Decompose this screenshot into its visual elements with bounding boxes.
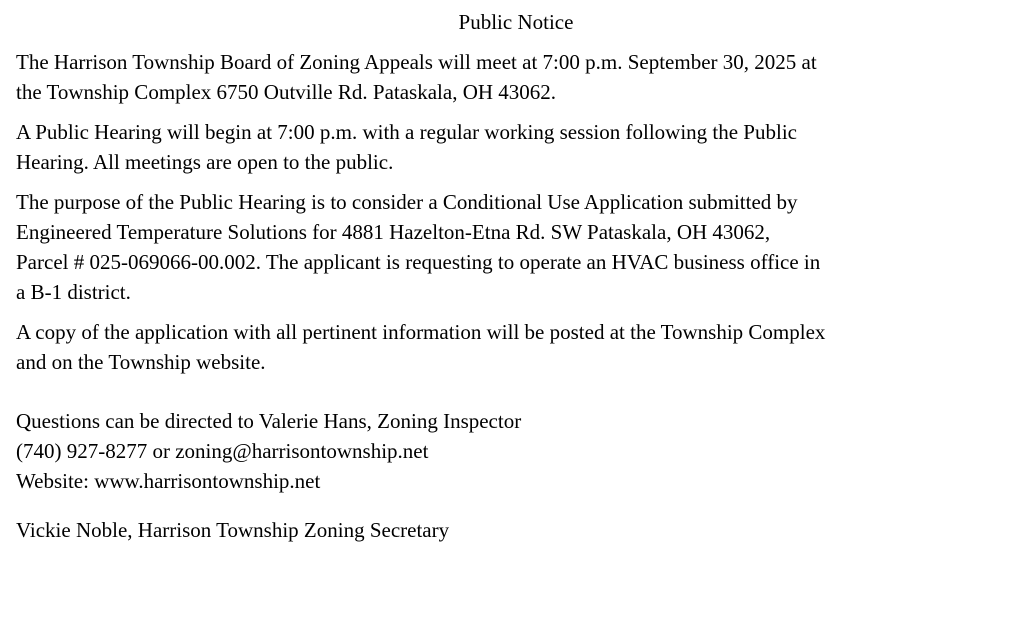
contact-line: Questions can be directed to Valerie Hans, Zoning Inspector [16,409,522,433]
paragraph-line: Parcel # 025-069066-00.002. The applicant is requesting to operate an HVAC business office in [16,250,821,274]
meeting-paragraph [16,47,1016,107]
paragraph-line: The purpose of the Public Hearing is to consider a Conditional Use Application submitted by [16,190,798,214]
paragraph-line: Engineered Temperature Solutions for 4881 Hazelton-Etna Rd. SW Pataskala, OH 43062, [16,220,771,244]
paragraph-line: The Harrison Township Board of Zoning Appeals will meet at 7:00 p.m. September 30, 2025 at [16,50,817,74]
hearing-paragraph [16,117,1016,177]
paragraph-line: and on the Township website. [16,350,266,374]
copy-paragraph [16,317,1016,377]
contact-line: (740) 927-8277 or zoning@harrisontownship.net [16,439,429,463]
public-notice-document [16,7,1016,545]
paragraph-line: a B-1 district. [16,280,131,304]
paragraph-line: A Public Hearing will begin at 7:00 p.m. with a regular working session following the Public [16,120,797,144]
paragraph-line: Hearing. All meetings are open to the public. [16,150,394,174]
purpose-paragraph [16,187,1016,307]
signature-line: Vickie Noble, Harrison Township Zoning Secretary [16,518,450,542]
contact-block [16,406,1016,496]
spacer [16,387,1016,406]
paragraph-line: the Township Complex 6750 Outville Rd. Pataskala, OH 43062. [16,80,557,104]
spacer [16,496,1016,515]
notice-title: Public Notice [458,10,574,34]
contact-line: Website: www.harrisontownship.net [16,469,321,493]
paragraph-line: A copy of the application with all pertinent information will be posted at the Township Complex [16,320,826,344]
